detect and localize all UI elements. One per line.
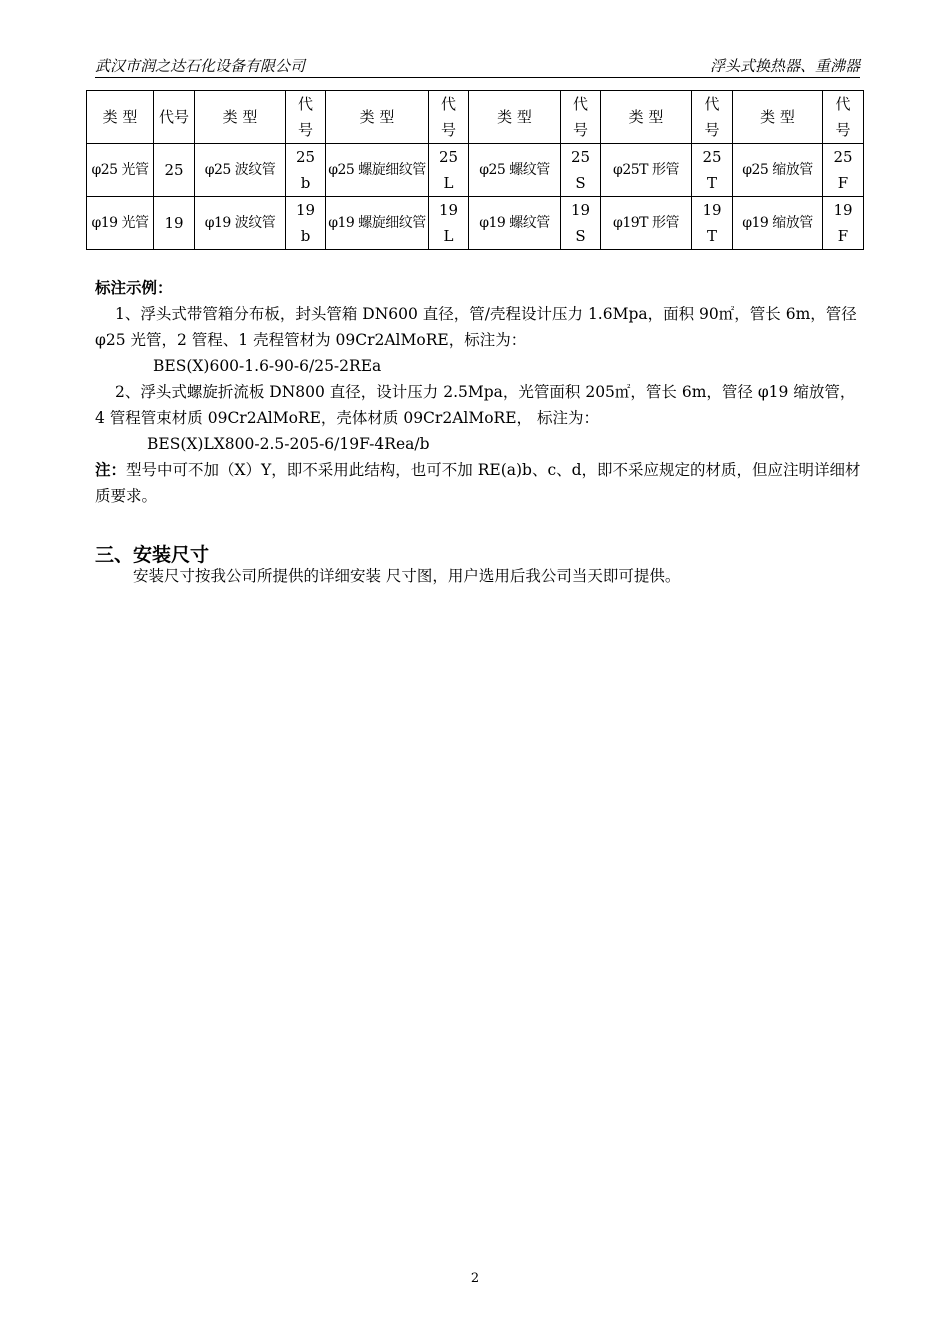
table-header-cell: 类 型 [87, 91, 154, 144]
table-header-cell [286, 91, 326, 144]
table-cell [692, 144, 733, 197]
table-cell: φ25 缩放管 [733, 144, 823, 197]
table-cell: φ25 光管 [87, 144, 154, 197]
table-cell-text: 19T [702, 201, 722, 245]
table-cell [561, 197, 601, 250]
table-cell: φ19T 形管 [601, 197, 692, 250]
table-cell: φ19 光管 [87, 197, 154, 250]
table-cell [429, 197, 469, 250]
table-header-cell: 代号 [154, 91, 195, 144]
table-cell: 19 [154, 197, 195, 250]
table-cell-text: 25T [702, 148, 722, 192]
table-header-cell [561, 91, 601, 144]
table-cell-text: 25F [833, 148, 853, 192]
table-cell-text: 19S [570, 201, 591, 245]
table-header-row [87, 91, 864, 144]
table-cell-text: 25L [438, 148, 459, 192]
table-cell-text: 25b [295, 148, 316, 192]
table-cell: φ25T 形管 [601, 144, 692, 197]
table-cell: 25 [154, 144, 195, 197]
table-header-cell [692, 91, 733, 144]
table-cell: φ25 螺旋细纹管 [326, 144, 429, 197]
table-header-cell-text: 代号 [572, 95, 588, 139]
table-header-cell: 类 型 [469, 91, 561, 144]
table-cell-text: 19b [295, 201, 316, 245]
table-cell: φ19 螺旋细纹管 [326, 197, 429, 250]
table-header-cell-text: 代号 [297, 95, 313, 139]
table-header-cell [429, 91, 469, 144]
tube-type-code-table [86, 90, 864, 250]
note-text: 型号中可不加（X）Y，即不采用此结构，也可不加 RE(a)b、c、d，即不采应规定的材质，但应注明详细材质要求。 [95, 461, 861, 505]
table-cell: φ19 波纹管 [195, 197, 286, 250]
table-cell [429, 144, 469, 197]
section-title-installation: 三、安装尺寸 [95, 544, 210, 566]
example-item-2: 2、浮头式螺旋折流板 DN800 直径，设计压力 2.5Mpa，光管面积 205㎡，管长 6m，管径 φ19 缩放管，4 管程管束材质 09Cr2AlMoRE，壳体材质 09Cr2AlMoRE， 标注为： [95, 383, 856, 427]
header-product: 浮头式换热器、重沸器 [709, 57, 860, 75]
example-code-1: BES(X)600-1.6-90-6/25-2REa [153, 357, 382, 375]
table-header-cell-text: 代号 [835, 95, 851, 139]
table-cell: φ25 波纹管 [195, 144, 286, 197]
table-row [87, 197, 864, 250]
table-header-cell [823, 91, 864, 144]
table-cell-text: 19F [833, 201, 853, 245]
page-header [95, 55, 860, 78]
table-cell-text: 25S [570, 148, 591, 192]
section-body-installation: 安装尺寸按我公司所提供的详细安装 尺寸图，用户选用后我公司当天即可提供。 [133, 567, 681, 585]
table-header-cell-text: 代号 [440, 95, 456, 139]
table-cell [286, 144, 326, 197]
header-company: 武汉市润之达石化设备有限公司 [95, 57, 306, 75]
table-cell: φ19 螺纹管 [469, 197, 561, 250]
page-number: 2 [470, 1271, 480, 1286]
table-header-cell: 类 型 [326, 91, 429, 144]
table-cell [823, 144, 864, 197]
example-heading: 标注示例： [95, 279, 173, 297]
table-row [87, 144, 864, 197]
example-item-1: 1、浮头式带管箱分布板，封头管箱 DN600 直径，管/壳程设计压力 1.6Mpa，面积 90㎡，管长 6m，管径 φ25 光管，2 管程、1 壳程管材为 09Cr2AlMoRE，标注为： [95, 305, 857, 349]
table-cell-text: 19L [438, 201, 459, 245]
table-cell [823, 197, 864, 250]
table-header-cell-text: 代号 [704, 95, 720, 139]
table-cell: φ25 螺纹管 [469, 144, 561, 197]
table-header-cell: 类 型 [601, 91, 692, 144]
table-cell [286, 197, 326, 250]
table-cell: φ19 缩放管 [733, 197, 823, 250]
table-cell [692, 197, 733, 250]
example-code-2: BES(X)LX800-2.5-205-6/19F-4Rea/b [147, 435, 430, 453]
note-label: 注： [95, 461, 127, 479]
table-header-cell: 类 型 [195, 91, 286, 144]
table-header-cell: 类 型 [733, 91, 823, 144]
note-paragraph [95, 457, 863, 509]
table-cell [561, 144, 601, 197]
labeling-example-section [95, 275, 863, 509]
